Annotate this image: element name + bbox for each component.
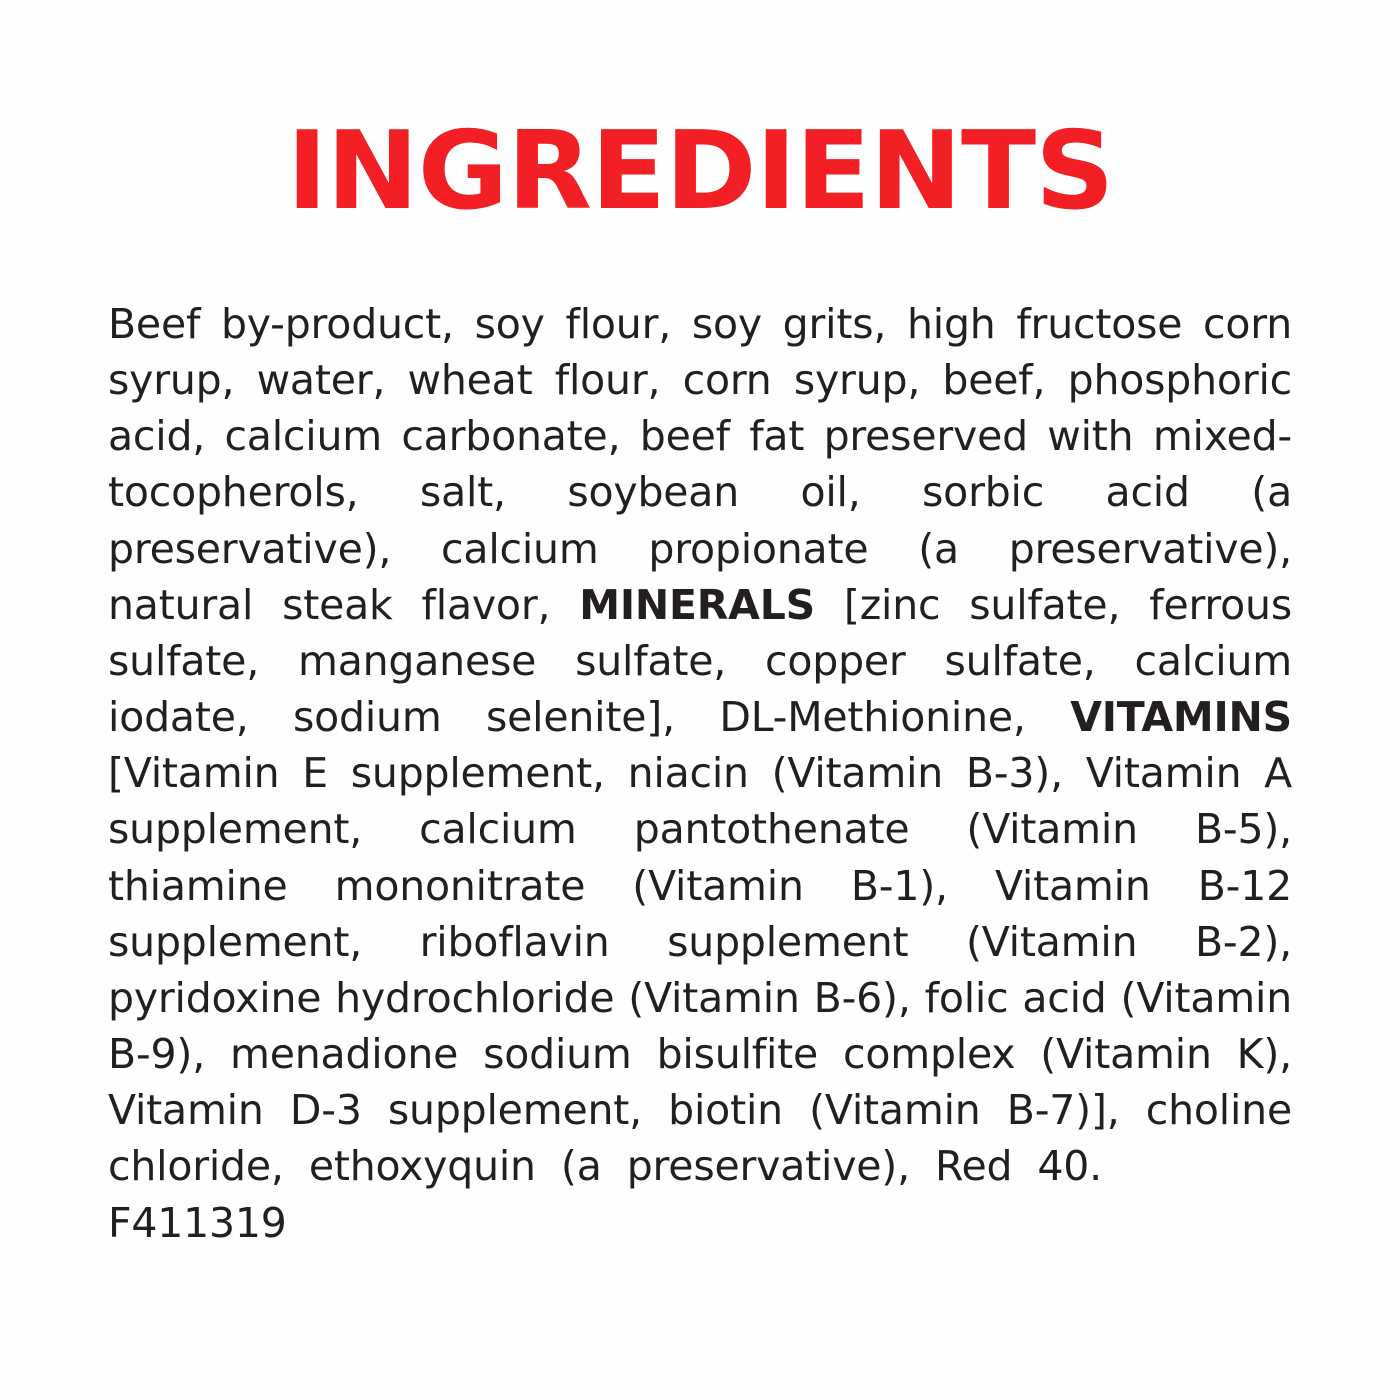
minerals-label: MINERALS <box>579 580 815 629</box>
lot-code: F411319 <box>108 1198 287 1247</box>
ingredients-paragraph <box>108 296 1292 1251</box>
ingredients-segment-3: [Vitamin E supplement, niacin (Vitamin B-3), Vitamin A supplement, calcium pantothenate (Vitamin B-5), thiamine mononitrate (Vitamin B-1), Vitamin B-12 supplement, riboflavin supplement (Vitamin B-2), pyridoxine hydrochloride (Vitamin B-6), folic acid (Vitamin B-9), menadione sodium bisulfite complex (Vitamin K), Vitamin D-3 supplement, biotin (Vitamin B-7)], choline chloride, ethoxyquin (a preservative), Red 40. <box>108 749 1292 1191</box>
page-title: INGREDIENTS <box>286 109 1114 234</box>
vitamins-label: VITAMINS <box>1070 693 1292 742</box>
ingredients-segment-1: Beef by-product, soy flour, soy grits, high fructose corn syrup, water, wheat flour, corn syrup, beef, phosphoric acid, calcium carbonate, beef fat preserved with mixed-tocopherols, salt, soybean oil, sorbic acid (a preservative), calcium propionate (a preservative), natural steak flavor, <box>108 300 1292 629</box>
ingredients-segment-2: [zinc sulfate, ferrous sulfate, manganese sulfate, copper sulfate, calcium iodate, sodium selenite], DL-Methionine, <box>108 580 1292 742</box>
